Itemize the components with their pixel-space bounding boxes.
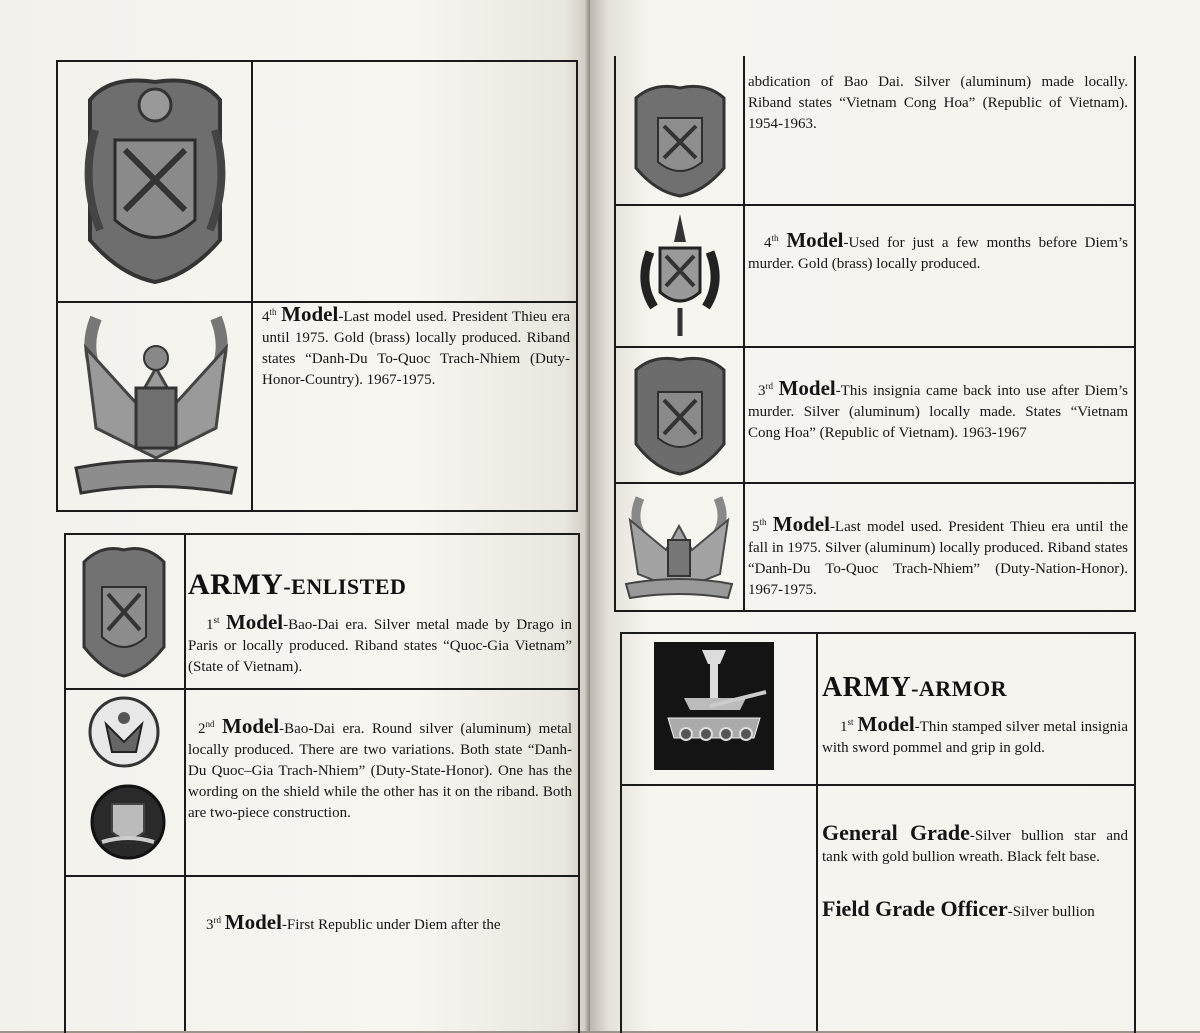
model-suffix: nd: [205, 719, 215, 729]
model-label: Model: [786, 228, 844, 252]
enlisted-heading: [188, 568, 406, 602]
model-label: Model: [772, 512, 830, 536]
heading-sub: -ENLISTED: [283, 574, 407, 599]
model-text: -Last model used. President Thieu era until the fall in 1975. Silver (aluminum) locally produced. Riband states “Danh-Du To-Quoc Trach-Nhiem” (Duty-Nation-Honor). 1967-1975.: [748, 519, 1128, 598]
enlisted-1st-model-image: [72, 542, 176, 680]
table-row-divider-2: [614, 346, 1134, 348]
model-suffix: rd: [765, 381, 773, 391]
model-label: Model: [225, 610, 284, 634]
table-column-divider: [743, 56, 745, 612]
model-text: -Bao-Dai era. Silver metal made by Drago in Paris or locally produced. Riband states “Quoc-Gia Vietnam” (State of Vietnam).: [188, 617, 573, 675]
model-text: -Thin stamped silver metal insignia with sword pommel and grip in gold.: [822, 719, 1128, 756]
model-label: Model: [281, 302, 339, 326]
table-column-divider: [251, 60, 253, 510]
model-suffix: th: [269, 307, 277, 317]
grade-text: -Silver bullion: [1007, 904, 1095, 920]
table-row-divider-3: [614, 482, 1134, 484]
3rd-model-continued-desc: abdication of Bao Dai. Silver (aluminum) made locally. Riband states “Vietnam Cong Hoa” (Republic of Vietnam). 1954-1963.: [748, 74, 1128, 132]
enlisted-1st-model-desc: [188, 612, 572, 678]
model-suffix: st: [213, 615, 220, 625]
heading-main: ARMY: [822, 672, 912, 703]
model-number: 4: [262, 309, 270, 325]
officer-4th-model-desc: [262, 304, 570, 391]
model-suffix: th: [771, 233, 779, 243]
model-label: Model: [778, 376, 836, 400]
model-number: 1: [206, 617, 214, 633]
model-text: -Last model used. President Thieu era until 1975. Gold (brass) locally produced. Riband states “Danh-Du To-Quoc Trach-Nhiem (Duty-Honor-Country). 1967-1975.: [262, 309, 570, 388]
model-number: 4: [764, 235, 772, 251]
4th-model-sword-image: [634, 212, 726, 340]
model-label: Model: [224, 910, 282, 934]
armor-general-grade-desc: [822, 822, 1128, 868]
model-label: Model: [857, 712, 915, 736]
5th-model-desc: [748, 514, 1128, 601]
enlisted-row-divider-2: [64, 875, 578, 877]
right-page: [590, 0, 1200, 1031]
model-suffix: th: [759, 517, 767, 527]
enlisted-3rd-model-desc: [188, 912, 572, 936]
model-text: -This insignia came back into use after Diem’s murder. Silver (aluminum) locally made. States “Vietnam Cong Hoa” (Republic of Vietnam). 1963-1967: [748, 383, 1129, 441]
5th-model-eagle-image: [620, 490, 738, 602]
armor-1st-model-desc: [822, 714, 1128, 759]
model-number: 3: [758, 383, 766, 399]
enlisted-2nd-model-image-2: [88, 782, 168, 862]
insignia-crest-image: [70, 70, 240, 292]
model-number: 3: [206, 917, 214, 933]
armor-field-grade-desc: [822, 898, 1128, 923]
heading-sub: -ARMOR: [911, 676, 1007, 701]
left-page: [0, 0, 588, 1031]
armor-1st-model-image: [654, 642, 774, 770]
model-text: -Used for just a few months before Diem’s murder. Gold (brass) locally produced.: [748, 235, 1129, 272]
model-label: Model: [222, 714, 280, 738]
armor-column-divider: [816, 632, 818, 1031]
model-suffix: rd: [213, 915, 221, 925]
3rd-model-desc: [748, 378, 1128, 444]
grade-label: Field Grade Officer: [822, 896, 1008, 921]
3rd-model-returned-image: [624, 352, 736, 476]
model-text: -First Republic under Diem after the: [281, 917, 501, 933]
enlisted-2nd-model-image-1: [86, 694, 162, 770]
4th-model-desc: [748, 230, 1128, 275]
grade-label: General Grade: [822, 820, 970, 845]
model-text: -Bao-Dai era. Round silver (aluminum) metal locally produced. There are two variations. Both state “Danh-Du Quoc–Gia Trach-Nhiem” (Duty-State-Honor). One has the wording on the shield while the other has it on the riband. Both are two-piece construction.: [188, 721, 572, 821]
heading-main: ARMY: [188, 568, 284, 601]
model-suffix: st: [847, 717, 854, 727]
armor-row-divider: [620, 784, 1134, 786]
enlisted-row-divider-1: [64, 688, 578, 690]
enlisted-2nd-model-desc: [188, 716, 572, 824]
grade-text: -Silver bullion star and tank with gold bullion wreath. Black felt base.: [822, 828, 1128, 865]
model-number: 2: [198, 721, 206, 737]
armor-heading: [822, 672, 1007, 704]
eagle-insignia-image: [66, 308, 246, 500]
model-number: 5: [752, 519, 760, 535]
3rd-model-crest-image: [624, 80, 736, 198]
table-row-divider-1: [614, 204, 1134, 206]
enlisted-column-divider: [184, 533, 186, 1031]
model-number: 1: [840, 719, 848, 735]
